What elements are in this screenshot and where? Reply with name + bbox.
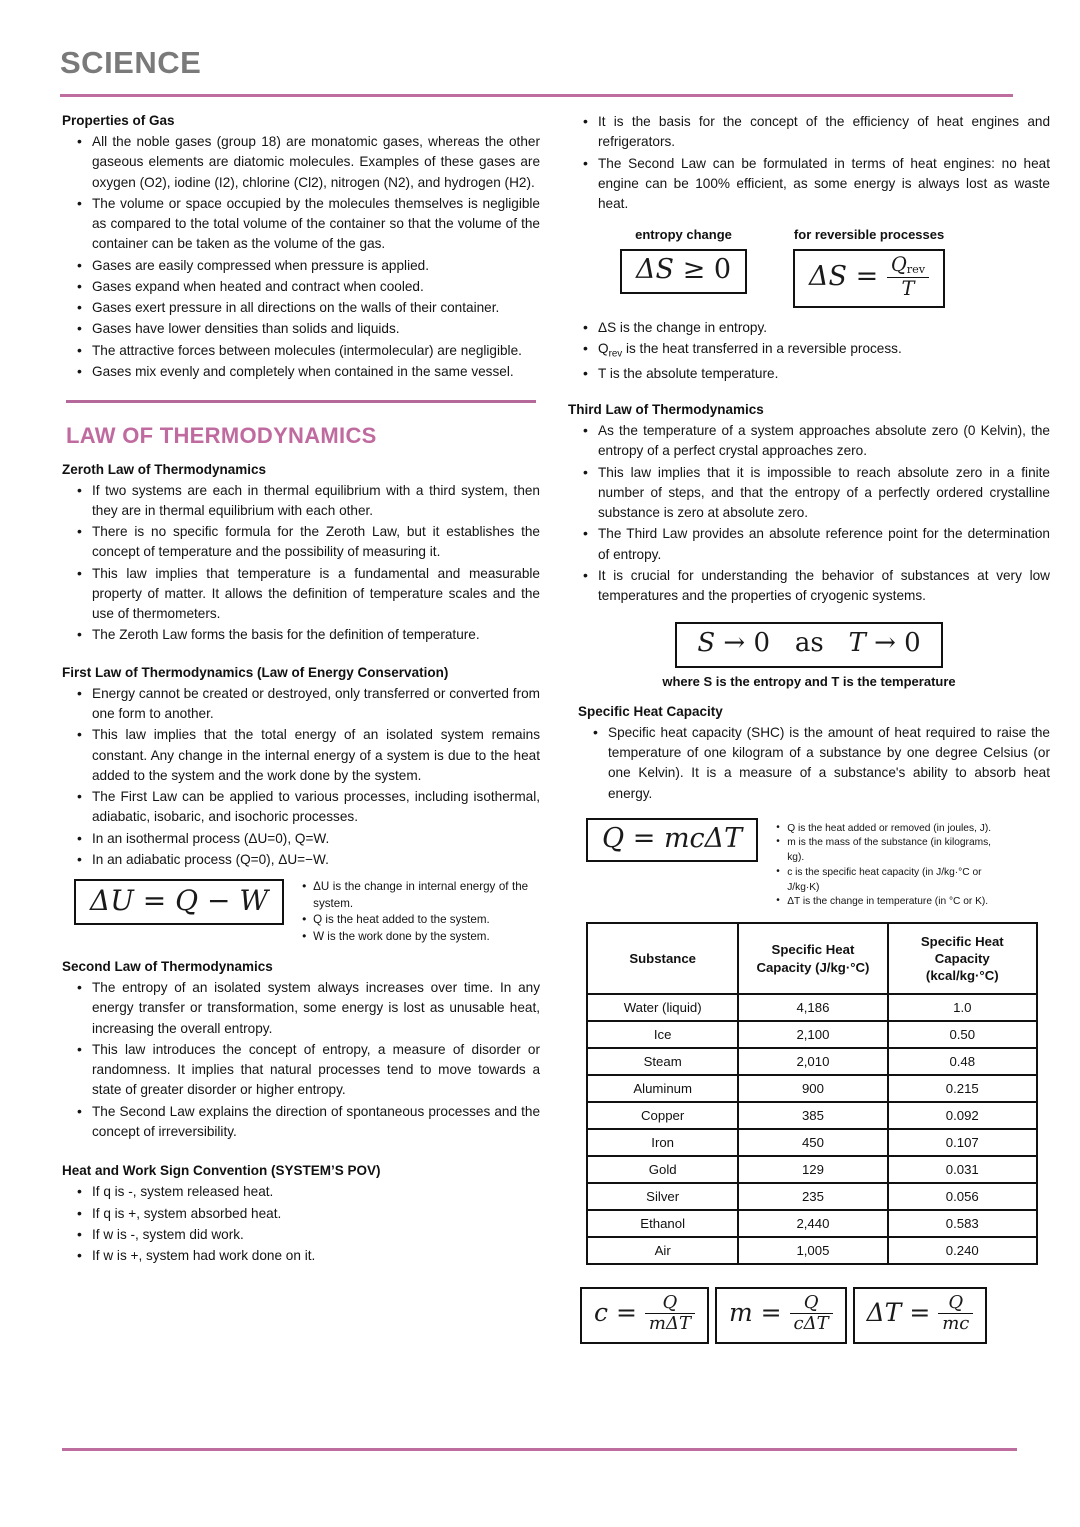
formula-solve-for-m (715, 1287, 847, 1344)
list-item: • If w is -, system did work. (92, 1225, 540, 1245)
specific-heat-capacity-table (586, 922, 1038, 1265)
formula-symbol-s: S (697, 628, 716, 659)
cell-substance: Air (587, 1237, 738, 1264)
formula-fraction (938, 1294, 973, 1333)
section-second-law (62, 958, 540, 1142)
cell-shc-joules: 1,005 (738, 1237, 887, 1264)
fraction-numerator (887, 255, 929, 277)
formula-equals: = (142, 884, 167, 918)
header-divider (60, 94, 1013, 97)
list-item: • The entropy of an isolated system always increases over time. In any energy transfer or transformation, some energy is lost as unusable heat, increasing the overall entropy. (92, 978, 540, 1039)
formula-entropy-reversible (793, 249, 945, 308)
list-item: • It is the basis for the concept of the efficiency of heat engines and refrigerators. (598, 112, 1050, 153)
section-heading: Heat and Work Sign Convention (SYSTEM’S POV) (62, 1163, 381, 1179)
list-item: • m is the mass of the substance (in kilograms, kg). (787, 836, 1002, 865)
second-law-list (62, 978, 540, 1142)
column-header-shc-joules (738, 923, 887, 994)
list-item: • If q is -, system released heat. (92, 1182, 540, 1202)
formula-lhs: c (594, 1298, 609, 1328)
formula-equals: = (615, 1298, 637, 1328)
cell-shc-kcal: 0.215 (888, 1075, 1037, 1102)
list-item: • Gases are easily compressed when pressure is applied. (92, 256, 540, 276)
list-item: • The attractive forces between molecules (intermolecular) are negligible. (92, 341, 540, 361)
cell-shc-kcal: 0.50 (888, 1021, 1037, 1048)
table-row (587, 1183, 1037, 1210)
list-item: • Gases exert pressure in all directions on the walls of their container. (92, 298, 540, 318)
section-heading: Third Law of Thermodynamics (568, 401, 764, 417)
section-heading: First Law of Thermodynamics (Law of Energy Conservation) (62, 664, 449, 680)
third-law-list (568, 421, 1050, 606)
list-item: • Gases expand when heated and contract when cooled. (92, 277, 540, 297)
properties-of-gas-list (62, 132, 540, 382)
reversible-process-group (793, 227, 945, 308)
list-item: • The Second Law can be formulated in terms of heat engines: no heat engine can be 100% efficient, as some energy is always lost as waste heat. (598, 154, 1050, 215)
sign-convention-list (62, 1182, 540, 1266)
list-item: • Gases have lower densities than solids and liquids. (92, 319, 540, 339)
section-title-law-of-thermodynamics: LAW OF THERMODYNAMICS (66, 423, 377, 449)
fraction-denominator: mc (942, 1313, 970, 1335)
table-row (587, 994, 1037, 1021)
formula-minus: − (206, 884, 231, 918)
list-item: • If w is +, system had work done on it. (92, 1246, 540, 1266)
cell-substance: Ethanol (587, 1210, 738, 1237)
cell-shc-kcal: 0.583 (888, 1210, 1037, 1237)
third-law-formula-wrapper (568, 622, 1050, 667)
cell-substance: Ice (587, 1021, 738, 1048)
formula-first-law (74, 879, 284, 924)
list-item: • c is the specific heat capacity (in J/kg·°C or J/kg·K) (787, 866, 1002, 895)
formula-zero-2: 0 (904, 628, 921, 659)
entropy-formula-row (620, 227, 1050, 308)
list-item: • If q is +, system absorbed heat. (92, 1204, 540, 1224)
formula-rhs: mcΔT (663, 822, 743, 854)
cell-shc-joules: 2,010 (738, 1048, 887, 1075)
list-item: • The Zeroth Law forms the basis for the definition of temperature. (92, 625, 540, 645)
fraction-numerator: Q (790, 1294, 833, 1314)
list-item: • The First Law can be applied to various processes, including isothermal, adiabatic, isobaric, and isochoric processes. (92, 787, 540, 828)
shc-formula-notes (772, 818, 1002, 910)
section-first-law (62, 664, 540, 945)
specific-heat-list (578, 723, 1050, 804)
list-item: • ΔT is the change in temperature (in °C or K). (787, 895, 1002, 910)
formula-fraction (887, 255, 929, 298)
list-item: • This law implies that the total energy of an isolated system remains constant. Any change in the internal energy of a system is due to the heat added to the system and the work done by the system. (92, 725, 540, 786)
formula-rhs-2: W (239, 884, 269, 918)
cell-shc-joules: 4,186 (738, 994, 887, 1021)
footer-divider (62, 1448, 1017, 1451)
formula-equals: = (855, 261, 879, 293)
table-row (587, 1102, 1037, 1129)
header-line: (kcal/kg·°C) (925, 968, 999, 984)
subscript-rev: rev (608, 348, 623, 360)
formula-solve-for-c (580, 1287, 709, 1344)
third-law-formula-note: where S is the entropy and T is the temperature (662, 673, 956, 689)
list-item: • If two systems are each in thermal equilibrium with a third system, then they are in thermal equilibrium with each other. (92, 481, 540, 522)
formula-solve-for-delta-t (853, 1287, 988, 1344)
list-item: • ΔS is the change in entropy. (598, 318, 1050, 338)
table-row (587, 1048, 1037, 1075)
rearranged-formula-row (580, 1287, 1050, 1344)
list-item: • There is no specific formula for the Zeroth Law, but it establishes the concept of temperature and the possibility of measuring it. (92, 522, 540, 563)
cell-shc-kcal: 0.107 (888, 1129, 1037, 1156)
numerator-subscript: rev (906, 263, 926, 277)
list-item: • As the temperature of a system approaches absolute zero (0 Kelvin), the entropy of a perfect crystal approaches zero. (598, 421, 1050, 462)
formula-entropy-change (620, 249, 747, 293)
formula-lhs: ΔS (636, 254, 674, 286)
list-item: • This law implies that temperature is a fundamental and measurable property of matter. It allows the definition of temperature scales and the use of thermometers. (92, 564, 540, 625)
section-heading: Zeroth Law of Thermodynamics (62, 461, 267, 477)
list-item: • All the noble gases (group 18) are monatomic gases, whereas the other gaseous elements are diatomic molecules. Examples of these gases are oxygen (O2), iodine (I2), chlorine (Cl2), nitrogen (N2), and hydrogen (H2). (92, 132, 540, 193)
column-header-substance (587, 923, 738, 994)
cell-substance: Aluminum (587, 1075, 738, 1102)
zeroth-law-list (62, 481, 540, 646)
first-law-list (62, 684, 540, 870)
list-item: • This law implies that it is impossible to reach absolute zero in a finite number of steps, and that the entropy of a perfectly ordered crystalline substance is zero at absolute zero. (598, 463, 1050, 524)
header-line: Capacity (J/kg·°C) (756, 959, 870, 975)
cell-shc-joules: 129 (738, 1156, 887, 1183)
first-law-formula-group (74, 879, 540, 945)
formula-lhs: m (728, 1298, 753, 1328)
formula-zero-1: 0 (753, 628, 771, 659)
list-item: • This law introduces the concept of entropy, a measure of disorder or randomness. It implies that natural processes tend to move towards a state of greater disorder or higher entropy. (92, 1040, 540, 1101)
formula-heat-equation (586, 818, 758, 862)
list-item: • ΔU is the change in internal energy of the system. (313, 879, 528, 912)
fraction-numerator: Q (645, 1294, 695, 1314)
section-specific-heat-capacity (578, 703, 1050, 804)
first-law-formula-notes (298, 879, 528, 945)
cell-shc-joules: 2,440 (738, 1210, 887, 1237)
list-item: • Energy cannot be created or destroyed, only transferred or converted from one form to another. (92, 684, 540, 725)
cell-shc-kcal: 0.092 (888, 1102, 1037, 1129)
cell-shc-kcal: 0.48 (888, 1048, 1037, 1075)
arrow-icon: → (874, 628, 896, 659)
fraction-denominator: cΔT (793, 1313, 829, 1335)
formula-lhs: Q (602, 822, 625, 854)
table-row (587, 1156, 1037, 1183)
formula-equals: = (760, 1298, 782, 1328)
formula-lhs: ΔT (866, 1298, 902, 1328)
section-properties-of-gas (62, 112, 540, 382)
right-column (568, 112, 1050, 1344)
formula-third-law (675, 622, 942, 667)
entropy-notes-list (568, 318, 1050, 384)
list-item: • Gases mix evenly and completely when contained in the same vessel. (92, 362, 540, 382)
numerator-symbol: Q (890, 253, 907, 277)
formula-fraction (790, 1294, 833, 1333)
cell-substance: Steam (587, 1048, 738, 1075)
section-heading: Specific Heat Capacity (578, 703, 723, 719)
shc-formula-group (586, 818, 1050, 910)
column-header-shc-kcal (888, 923, 1037, 994)
cell-shc-joules: 235 (738, 1183, 887, 1210)
formula-rhs: 0 (713, 254, 731, 286)
section-heading: Properties of Gas (62, 113, 175, 128)
section-heading: Second Law of Thermodynamics (62, 959, 273, 975)
table-body (587, 994, 1037, 1264)
cell-shc-joules: 450 (738, 1129, 887, 1156)
list-item: • The volume or space occupied by the molecules themselves is negligible as compared to the total volume of the container so that the volume of the container can be taken as the volume of the gas. (92, 194, 540, 255)
fraction-denominator: T (901, 276, 915, 300)
section-third-law (568, 401, 1050, 606)
list-item: • T is the absolute temperature. (598, 364, 1050, 384)
page-header (60, 46, 1020, 97)
list-item: • In an adiabatic process (Q=0), ΔU=−W. (92, 850, 540, 870)
list-item: • In an isothermal process (ΔU=0), Q=W. (92, 829, 540, 849)
list-item: • The Second Law explains the direction of spontaneous processes and the concept of irreversibility. (92, 1102, 540, 1143)
list-item: • W is the work done by the system. (313, 929, 528, 945)
cell-shc-joules: 900 (738, 1075, 887, 1102)
table-row (587, 1075, 1037, 1102)
section-divider (66, 400, 536, 403)
list-item: • Q is the heat added or removed (in joules, J). (787, 822, 1002, 837)
header-line: Substance (629, 951, 697, 967)
cell-substance: Gold (587, 1156, 738, 1183)
formula-lhs: ΔS (809, 261, 847, 293)
arrow-icon: → (723, 628, 746, 659)
cell-shc-joules: 2,100 (738, 1021, 887, 1048)
fraction-numerator: Q (938, 1294, 973, 1314)
formula-operator: ≥ (682, 254, 706, 286)
section-second-law-continued (568, 112, 1050, 214)
header-line: Specific Heat (771, 942, 855, 958)
header-line: Capacity (934, 951, 990, 967)
cell-substance: Iron (587, 1129, 738, 1156)
formula-lhs: ΔU (90, 884, 134, 918)
cell-substance: Silver (587, 1183, 738, 1210)
cell-shc-kcal: 0.240 (888, 1237, 1037, 1264)
list-item: • It is crucial for understanding the behavior of substances at very low temperatures and the properties of cryogenic systems. (598, 566, 1050, 607)
header-line: Specific Heat (920, 933, 1004, 949)
cell-shc-joules: 385 (738, 1102, 887, 1129)
left-column (62, 112, 540, 1279)
page-title: SCIENCE (60, 45, 202, 80)
second-law-continued-list (568, 112, 1050, 214)
list-item: • The Third Law provides an absolute reference point for the determination of entropy. (598, 524, 1050, 565)
cell-shc-kcal: 0.031 (888, 1156, 1037, 1183)
formula-conjunction: as (794, 628, 824, 659)
formula-rhs-1: Q (175, 884, 199, 918)
cell-substance: Copper (587, 1102, 738, 1129)
formula-equals: = (909, 1298, 931, 1328)
cell-shc-kcal: 0.056 (888, 1183, 1037, 1210)
section-sign-convention (62, 1162, 540, 1266)
list-item: • $Q_{rev}$ is the heat transferred in a reversible process. (598, 339, 1050, 362)
table-header-row (587, 923, 1037, 994)
table-row (587, 1237, 1037, 1264)
section-zeroth-law (62, 461, 540, 646)
cell-shc-kcal: 1.0 (888, 994, 1037, 1021)
list-item: • Q is the heat added to the system. (313, 912, 528, 928)
formula-caption: for reversible processes (793, 227, 945, 243)
table-row (587, 1210, 1037, 1237)
cell-substance: Water (liquid) (587, 994, 738, 1021)
formula-caption: entropy change (635, 227, 732, 243)
formula-symbol-t: T (848, 628, 866, 659)
table-row (587, 1021, 1037, 1048)
entropy-change-group (620, 227, 747, 308)
table-row (587, 1129, 1037, 1156)
formula-equals: = (632, 822, 656, 854)
fraction-denominator: mΔT (648, 1313, 691, 1335)
formula-fraction (645, 1294, 695, 1333)
list-item: • Specific heat capacity (SHC) is the amount of heat required to raise the temperature of one kilogram of a substance by one degree Celsius (or one Kelvin). It is a measure of a substance's ability to absorb heat energy. (608, 723, 1050, 804)
